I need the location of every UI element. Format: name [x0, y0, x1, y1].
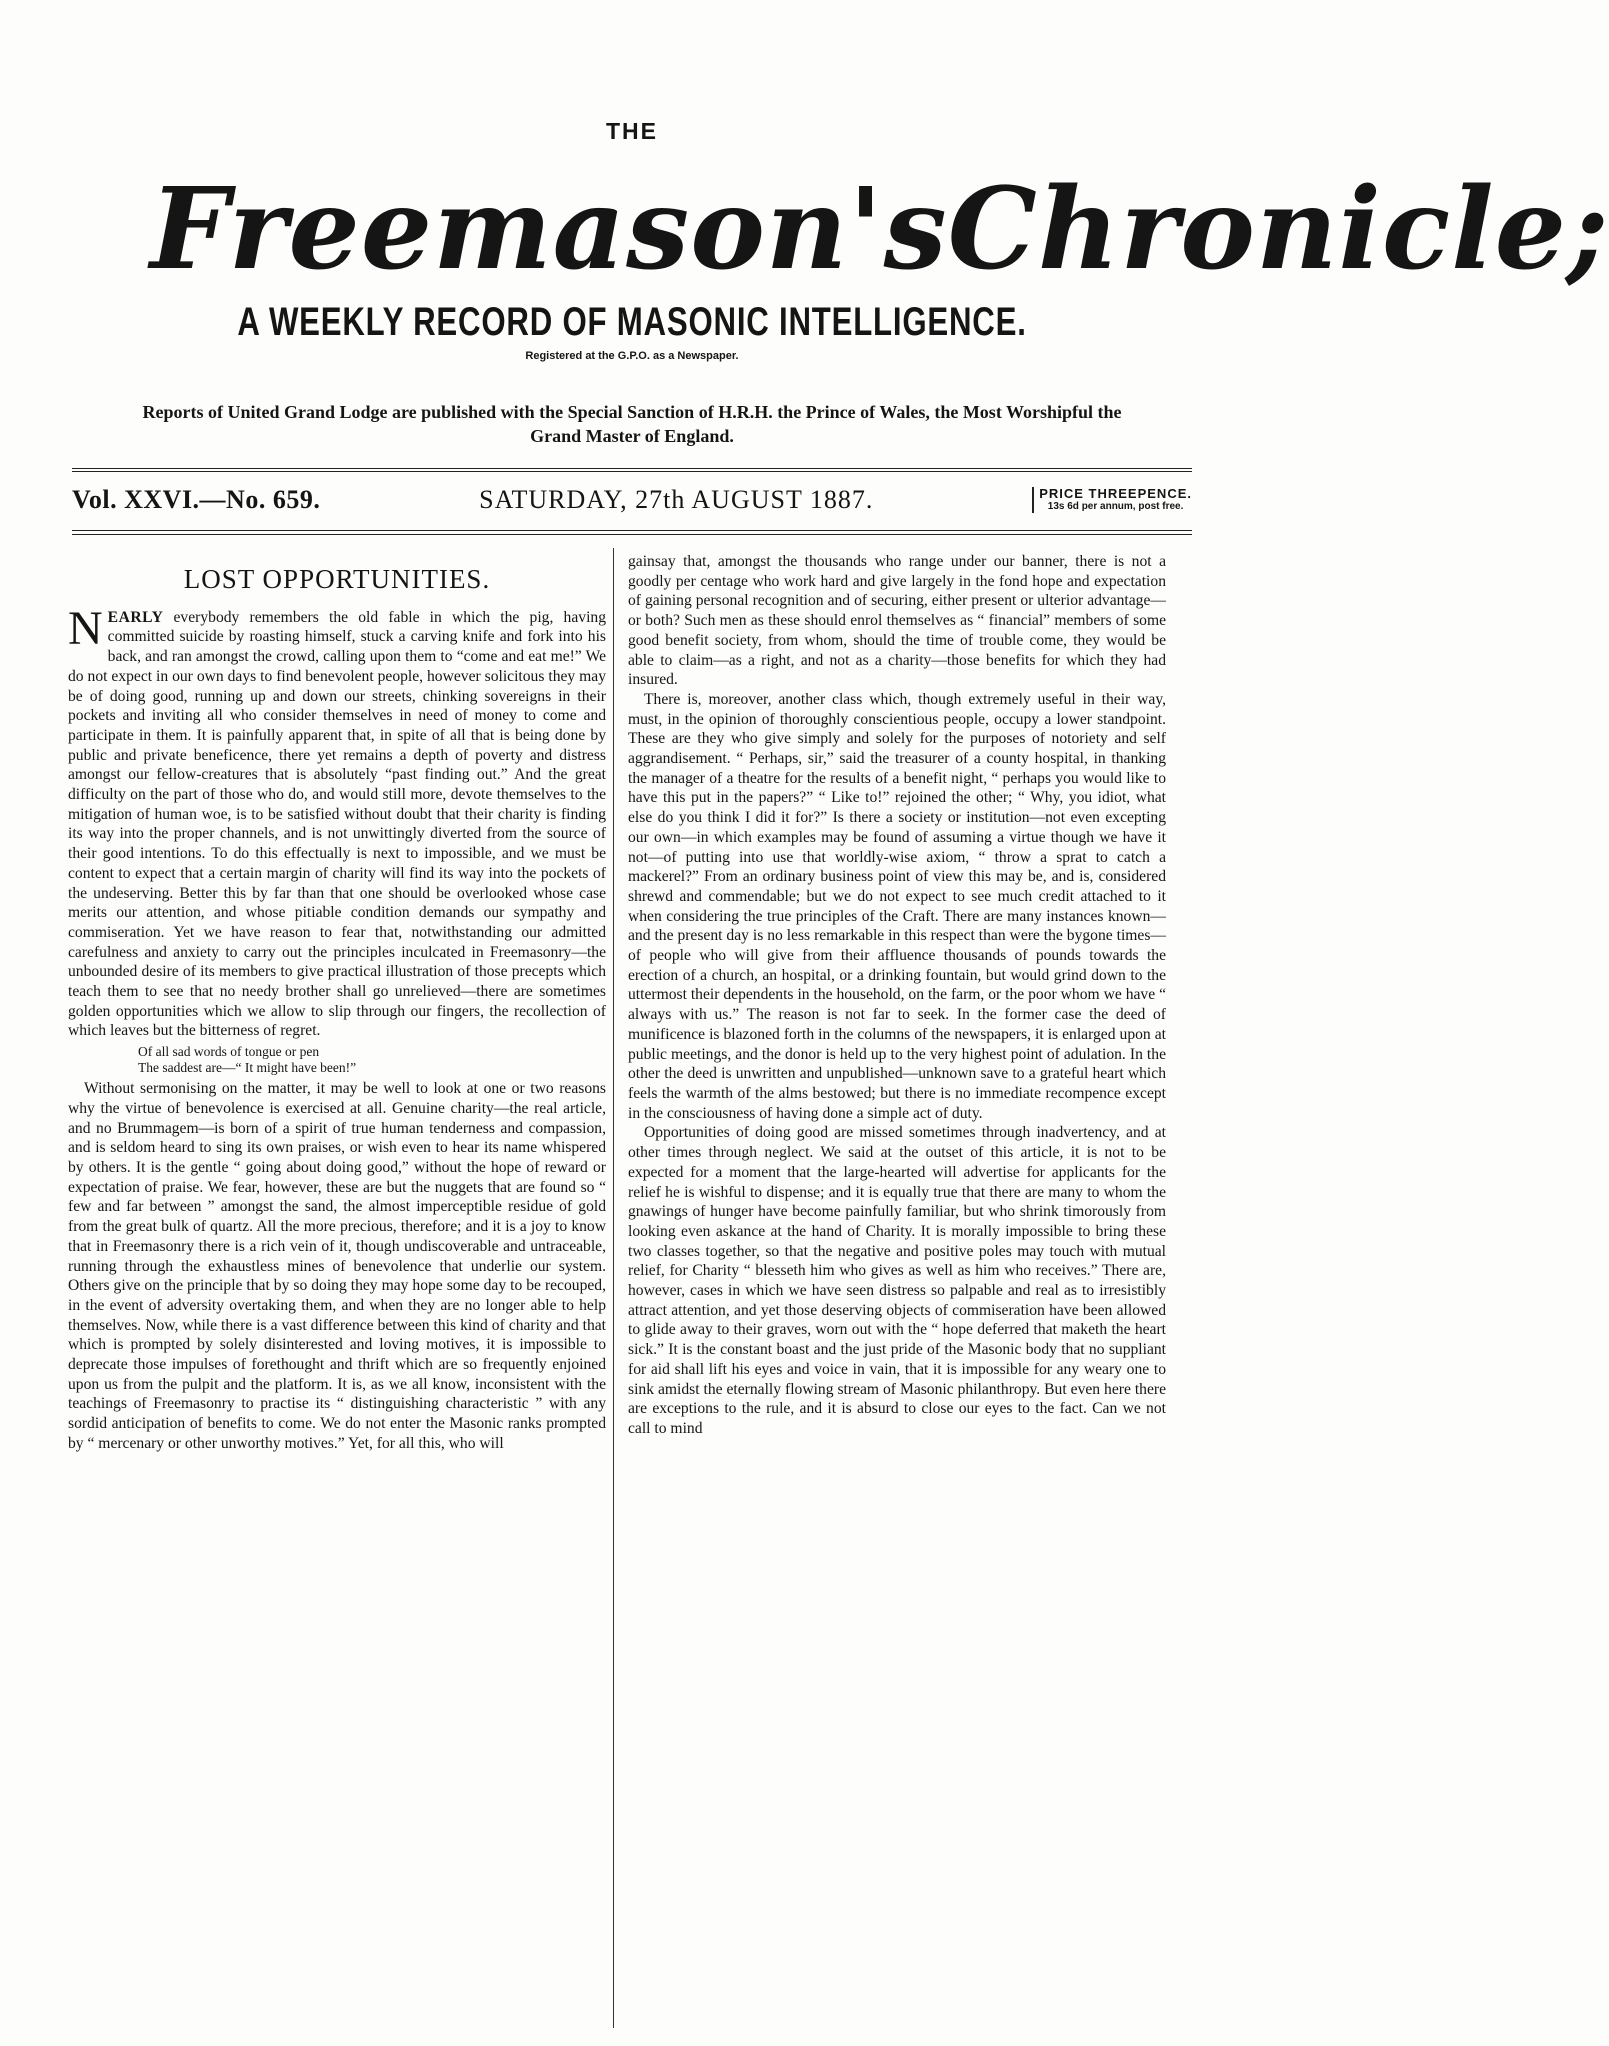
verse-line-2: The saddest are—“ It might have been!” [138, 1060, 357, 1076]
article-paragraph-3: gainsay that, amongst the thousands who range under our banner, there is not a goodly per centage who work hard and give largely in the fond hope and expectation of gaining personal recognition and of securing, either present or ulterior advantage—or both? Such men as these should enrol themselves as “ financial” members of some good benefit society, from whom, should the time of trouble come, they would be able to claim—as a right, and not as a charity—those benefits for which they had insured. [628, 553, 1166, 689]
top-rule [72, 468, 1192, 469]
top-rule-double [72, 471, 1192, 472]
sanction-notice: Reports of United Grand Lodge are published with the Special Sanction of H.R.H. the Prince of Wales, the Most Worshipful the Grand Master of England. [142, 402, 1122, 446]
bottom-rule-double [72, 534, 1192, 535]
masthead-title-freemasons: Freemason's [150, 164, 948, 295]
price: PRICE THREEPENCE. [1039, 486, 1192, 501]
article-title: LOST OPPORTUNITIES. [183, 564, 491, 594]
masthead-the: THE [606, 118, 658, 144]
paragraph-1-text: everybody remembers the old fable in which the pig, having committed suicide by roasting himself, stuck a carving knife and fork into his back, and ran amongst the crowd, calling upon them to “come and eat me!” We do not expect in our own days to find benevolent people, however solicitous they may be of doing good, running up and down our streets, chinking sovereigns in their pockets and inviting all who consider themselves in need of money to come and participate in them. It is painfully apparent that, in spite of all that is being done by public and private beneficence, there yet remains a depth of poverty and distress amongst our fellow-creatures that is absolutely “past finding out.” And the great difficulty on the part of those who do, and would still more, devote themselves to the mitigation of human woe, is to be satisfied without doubt that their charity is finding its way into the proper channels, and is not unwittingly diverted from the source of their good intentions. To do this effectually is next to impossible, and we must be content to expect that a certain margin of charity will find its way into the pockets of the undeserving. Better this by far than that one should be overlooked whose case merits our attention, and whose pitiable condition demands our sympathy and commiseration. Yet we have reason to fear that, notwithstanding our admitted carefulness and anxiety to carry out the principles inculcated in Freemasonry—the unbounded desire of its members to give practical illustration of those precepts which teach them to see that no needy brother shall go unrelieved—there are sometimes golden opportunities which we allow to slip through our fingers, the recollection of which leaves but the bitterness of regret. [68, 608, 606, 1040]
drop-cap: N [68, 601, 103, 655]
article-paragraph-5: Opportunities of doing good are missed sometimes through inadvertency, and at other times through neglect. We said at the outset of this article, it is not to be expected for a moment that the large-hearted will advertise for applicants for the relief he is wishful to dispense; and it is equally true that there are many to whom the gnawings of hunger have become painfully familiar, but who shrink timorously from looking even askance at the hand of Charity. It is morally impossible to bring these two classes together, so that the negative and positive poles may touch with mutual relief, for Charity “ blesseth him who gives as well as him who receives.” There are, however, cases in which we have seen distress so palpable and real as to irresistibly attract attention, and yet those deserving objects of commiseration have been allowed to glide away to their graves, worn out with the “ hope deferred that maketh the heart sick.” It is the constant boast and the just pride of the Masonic body that no suppliant for aid shall lift his eyes and voice in vain, that it is impossible for any weary one to sink amidst the eternally flowing stream of Masonic philanthropy. But even here there are exceptions to the rule, and it is absurd to close our eyes to the fact. Can we not call to mind [628, 1124, 1166, 1437]
article-paragraph-2: Without sermonising on the matter, it may be well to look at one or two reasons why the virtue of benevolence is exercised at all. Genuine charity—the real article, and no Brummagem—is born of a spirit of true human tenderness and compassion, and is seldom heard to sing its own praises, or wish even to hear its name whispered by others. It is the gentle “ going about doing good,” without the hope of reward or expectation of praise. We fear, however, these are but the nuggets that are found so “ few and far between ” amongst the sand, the almost imperceptible residue of gold from the great bulk of quartz. All the more precious, therefore; and it is a joy to know that in Freemasonry there is a rich vein of it, though undiscoverable and untraceable, running through the exhaustless mines of benevolence that underlie our system. Others give on the principle that by so doing they may hope some day to be recouped, in the event of adversity overtaking them, and when they are no longer able to help themselves. Now, while there is a vast difference between this kind of charity and that which is prompted by solely disinterested and loving motives, it is impossible to deprecate those impulses of forethought and thrift which are so frequently enjoined upon us from the pulpit and the platform. It is, as we all know, inconsistent with the teachings of Freemasonry to practise its “ distinguishing characteristic ” with any sordid anticipation of benefits to come. We do not enter the Masonic ranks prompted by “ mercenary or other unworthy motives.” Yet, for all this, who will [68, 1080, 606, 1452]
bottom-rule [72, 530, 1192, 531]
article-column-left [68, 552, 606, 1454]
article-paragraph-1 [68, 601, 606, 1041]
masthead-subtitle: A WEEKLY RECORD OF MASONIC INTELLIGENCE. [237, 300, 1027, 344]
volume-number: Vol. XXVI.—No. 659. [72, 485, 321, 514]
issue-date: SATURDAY, 27th AUGUST 1887. [479, 485, 874, 514]
dateline [72, 480, 1192, 520]
verse-line-1: Of all sad words of tongue or pen [138, 1044, 320, 1060]
price-box [1032, 487, 1192, 513]
article-column-right [628, 552, 1166, 1439]
registered-notice: Registered at the G.P.O. as a Newspaper. [525, 350, 739, 362]
article-paragraph-4: There is, moreover, another class which, though extremely useful in their way, must, in the opinion of thoroughly conscientious people, occupy a lower standpoint. These are they who give simply and solely for the purposes of notoriety and self aggrandisement. “ Perhaps, sir,” said the treasurer of a county hospital, in thanking the manager of a theatre for the results of a benefit night, “ perhaps you would like to have this put in the papers?” “ Like to!” rejoined the other; “ Why, you idiot, what else do you think I did it for?” Is there a society or institution—not even excepting our own—in which examples may be found of assuming a virtue though we have it not—of putting into use that worldly-wise axiom, “ throw a sprat to catch a mackerel?” From an ordinary business point of view this may be, and is, considered shrewd and commendable; but we do not expect to see much credit attached to it when considering the true principles of the Craft. There are many instances known—and the present day is no less remarkable in this respect than were the bygone times—of people who will give from their affluence thousands of pounds towards the erection of a church, an hospital, or a drinking fountain, but would grind down to the uttermost their dependents in the household, on the farm, or the poor whom we have “ always with us.” The reason is not far to seek. In the former case the deed of munificence is blazoned forth in the columns of the newspapers, it is enlarged upon at public meetings, and the donor is held up to the very highest point of adulation. In the other the deed is unwritten and unpublished—unknown save to a grateful heart which feels the warmth of the alms bestowed; but there is no immediate recompence except in the consciousness of having done a simple act of duty. [628, 690, 1166, 1122]
verse-quote [138, 1044, 606, 1076]
subscription-rate: 13s 6d per annum, post free. [1047, 501, 1184, 512]
masthead-title [150, 160, 1609, 300]
column-divider [613, 548, 614, 2028]
masthead-title-chronicle: Chronicle; [947, 164, 1609, 295]
lead-word: EARLY [107, 608, 164, 626]
